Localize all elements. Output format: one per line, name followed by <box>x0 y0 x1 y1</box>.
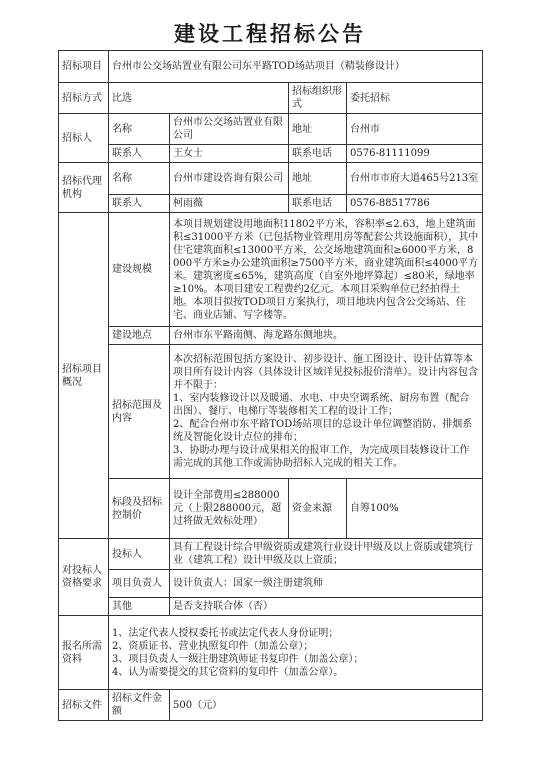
row-lead <box>59 570 483 598</box>
row-tenderer-contact <box>59 145 483 163</box>
agency-contact-label: 联系人 <box>109 195 170 213</box>
tenderer-contact: 王女士 <box>170 145 289 163</box>
materials-label: 报名所需资料 <box>59 616 109 690</box>
tenderer-phone: 0576-81111099 <box>347 145 483 163</box>
row-bidder <box>59 539 483 570</box>
fee-value: 500（元） <box>170 690 483 721</box>
scope-line: 本次招标范围包括方案设计、初步设计、施工图设计、设计估算等本项目所有设计内容（具体设计区域详见投标报价清单）。设计内容包含并不限于： <box>173 354 478 391</box>
row-fee <box>59 690 483 721</box>
row-scale <box>59 213 483 327</box>
scale-label: 建设规模 <box>109 213 170 327</box>
method-label: 招标方式 <box>59 83 109 114</box>
agency-address-label: 地址 <box>289 163 347 195</box>
materials-item: 4、认为需要提交的其它资料的复印件（加盖公章）。 <box>112 666 344 678</box>
scope-line: 3、协助办理与设计成果相关的报审工作，为完成项目装修设计工作需完成的其他工作或需协助招标人完成的相关工作。 <box>173 445 470 469</box>
materials-item: 2、资质证书、营业执照复印件（加盖公章）； <box>112 640 314 652</box>
org-label: 招标组织形式 <box>289 83 347 114</box>
agency-phone: 0576-88517786 <box>347 195 483 213</box>
fund-text: 自筹100% <box>347 479 483 539</box>
materials-text <box>109 616 483 690</box>
row-materials <box>59 616 483 690</box>
tenderer-address-label: 地址 <box>289 114 347 145</box>
fee-label: 招标文件 <box>59 690 109 721</box>
row-agency-contact <box>59 195 483 213</box>
tenderer-name: 台州市公交场站置业有限公司 <box>170 114 289 145</box>
agency-label: 招标代理机构 <box>59 163 109 213</box>
tenderer-name-label: 名称 <box>109 114 170 145</box>
lead-label: 项目负责人 <box>109 570 170 598</box>
materials-item: 3、项目负责人一级注册建筑师证书复印件（加盖公章）； <box>112 653 364 665</box>
row-method <box>59 83 483 114</box>
tenderer-label: 招标人 <box>59 114 109 163</box>
agency-name: 台州市建设咨询有限公司 <box>170 163 289 195</box>
tender-table <box>58 50 483 721</box>
agency-contact: 柯雨薇 <box>170 195 289 213</box>
price-label: 标段及招标控制价 <box>109 479 170 539</box>
tenderer-address: 台州市 <box>347 114 483 145</box>
row-other <box>59 598 483 616</box>
bidder-label: 投标人 <box>109 539 170 570</box>
project-label: 招标项目 <box>59 51 109 83</box>
method-value: 比选 <box>109 83 289 114</box>
fee-sub-label: 招标文件金额 <box>109 690 170 721</box>
row-tenderer-name <box>59 114 483 145</box>
org-value: 委托招标 <box>347 83 483 114</box>
row-agency-name <box>59 163 483 195</box>
agency-phone-label: 联系电话 <box>289 195 347 213</box>
tenderer-contact-label: 联系人 <box>109 145 170 163</box>
lead-text: 设计负责人：国家一级注册建筑师 <box>170 570 483 598</box>
price-text: 设计全部费用≤288000 元（上限288000元，超过将做无效标处理） <box>170 479 289 539</box>
qualification-label: 对投标人资格要求 <box>59 539 109 616</box>
row-price <box>59 479 483 539</box>
bidder-text: 具有工程设计综合甲级资质或建筑行业设计甲级及以上资质或建筑行业（建筑工程）设计甲级及以上资质； <box>170 539 483 570</box>
fund-label: 资金来源 <box>289 479 347 539</box>
scope-line: 2、配合台州市东平路TOD场站项目的总设计单位调整消防、排烟系统及智能化设计点位的排布； <box>173 419 473 443</box>
location-label: 建设地点 <box>109 327 170 345</box>
agency-address: 台州市市府大道465号213室 <box>347 163 483 195</box>
scope-text <box>170 345 483 479</box>
other-label: 其他 <box>109 598 170 616</box>
other-text: 是否支持联合体（否） <box>170 598 483 616</box>
tenderer-phone-label: 联系电话 <box>289 145 347 163</box>
materials-item: 1、法定代表人授权委托书或法定代表人身份证明； <box>112 627 339 639</box>
row-project <box>59 51 483 83</box>
scope-line: 1、室内装修设计以及暖通、水电、中央空调系统、厨房布置（配合出图）、餐厅、电梯厅等装修相关工程的设计工作； <box>173 393 470 417</box>
scope-label: 招标范围及内容 <box>109 345 170 479</box>
scale-text: 本项目规划建设用地面积11802平方米，容积率≤2.63，地上建筑面积≤31000平方米（已包括物业管理用房等配套公共设施面积），其中住宅建筑面积≤13000平方米，公交场地建筑面积≥6000平方米，8000平方米≥办公建筑面积≥7500平方米，商业建筑面积≤4000平方米。建筑密度≤65%，建筑高度（自室外地坪算起）≤80米，绿地率≥10%。本项目建安工程费约2亿元。本项目采购单位已经拍得土地。本项目拟按TOD项目方案执行，项目地块内包含公交场站、住宅、商业店铺、写字楼等。 <box>170 213 483 327</box>
agency-name-label: 名称 <box>109 163 170 195</box>
page-title: 建设工程招标公告 <box>174 22 366 46</box>
row-scope <box>59 345 483 479</box>
overview-label: 招标项目概况 <box>59 213 109 539</box>
location-text: 台州市东平路南侧、海龙路东侧地块。 <box>170 327 483 345</box>
row-location <box>59 327 483 345</box>
project-value: 台州市公交场站置业有限公司东平路TOD场站项目（精装修设计） <box>109 51 483 83</box>
